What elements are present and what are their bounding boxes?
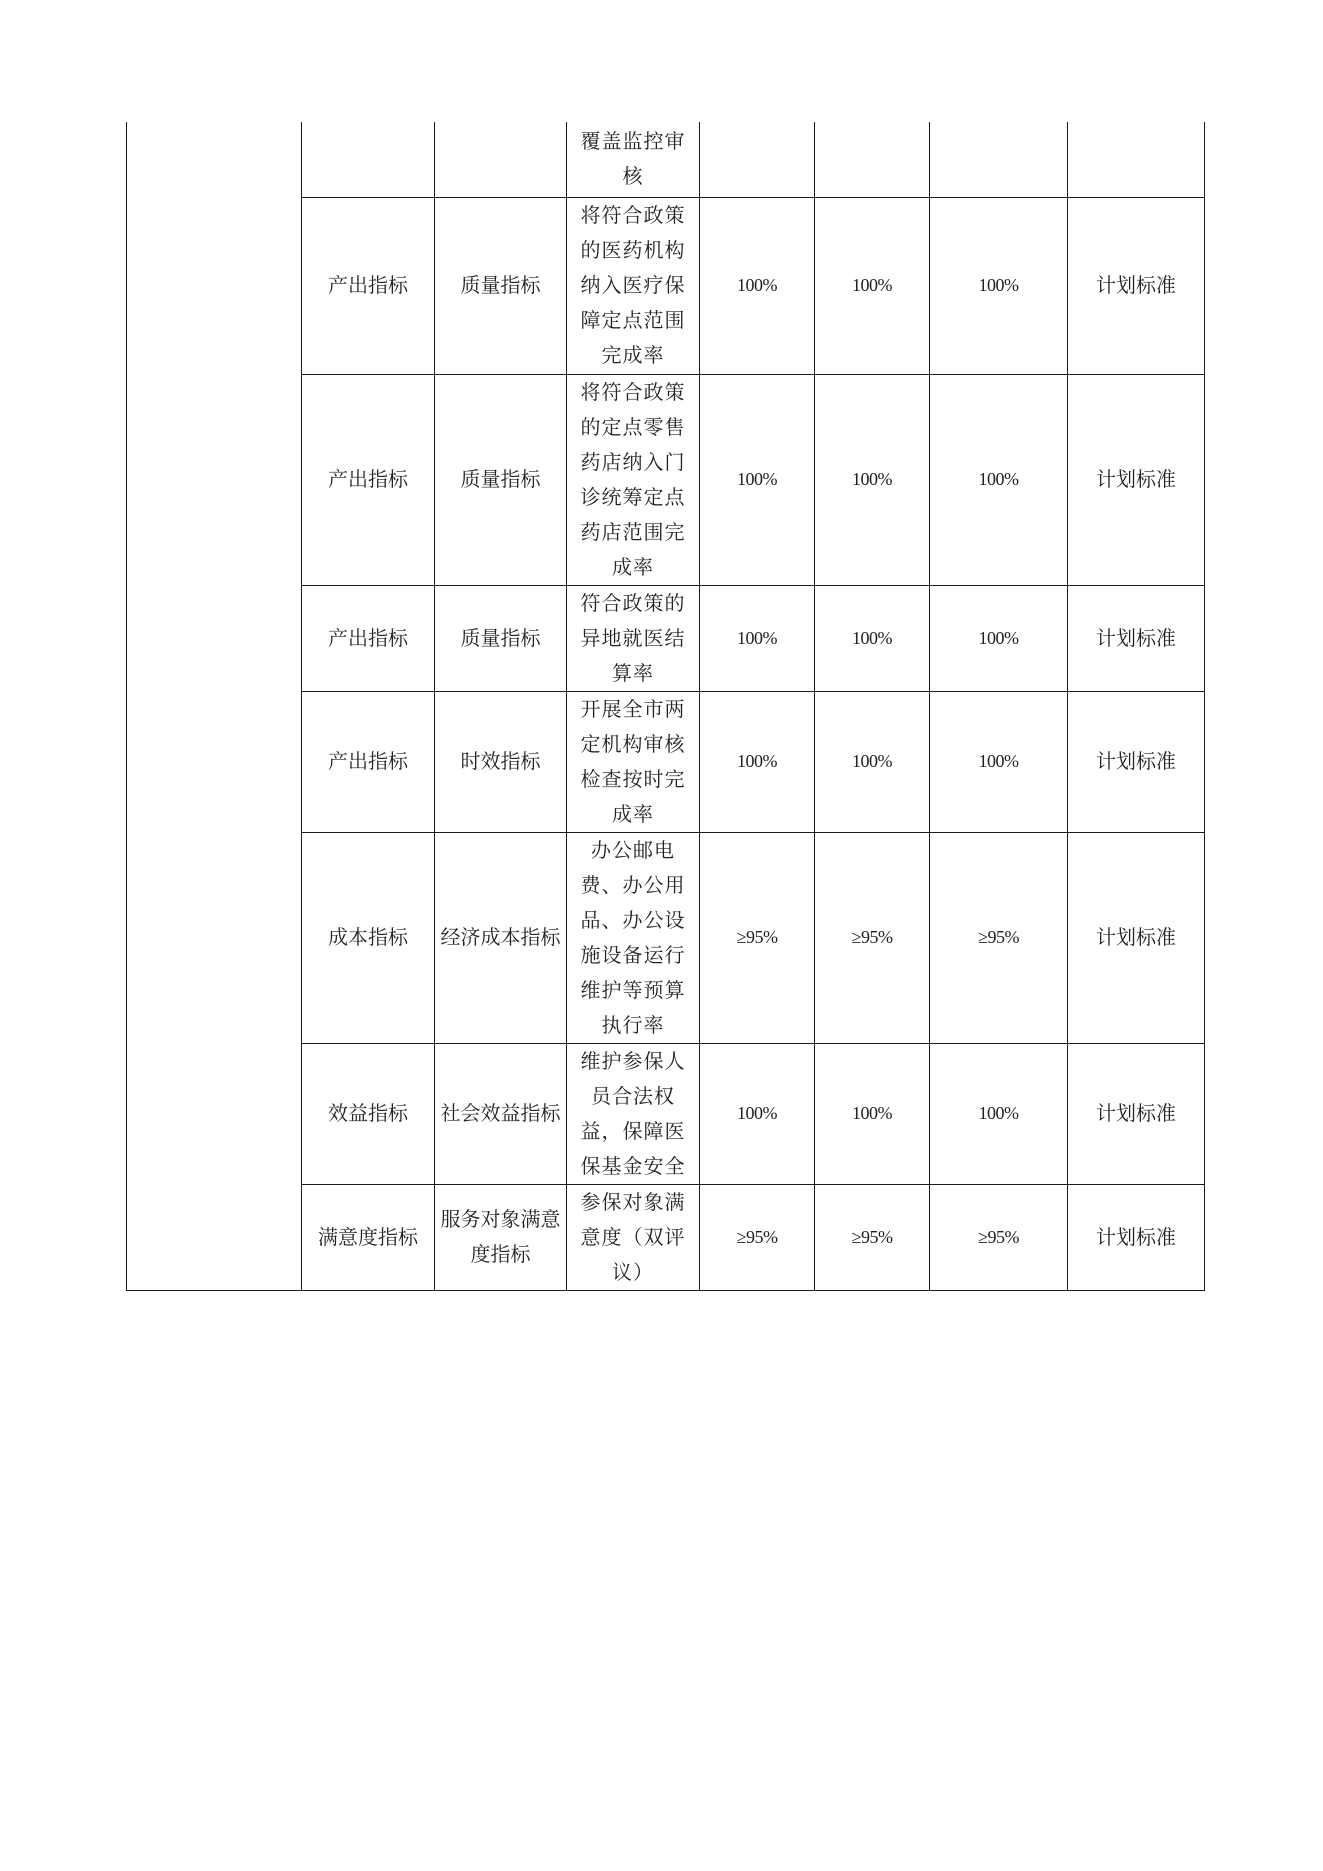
- value-cell-2: 100%: [815, 1043, 930, 1184]
- value-cell-2: ≥95%: [815, 1184, 930, 1290]
- secondary-indicator-cell: 质量指标: [435, 585, 567, 691]
- indicator-description-cell: 将符合政策的医药机构纳入医疗保障定点范围完成率: [567, 197, 700, 374]
- value-cell-1: 100%: [700, 691, 815, 832]
- value-cell-2: ≥95%: [815, 832, 930, 1043]
- performance-indicator-table: [126, 122, 1205, 1291]
- secondary-indicator-cell: 社会效益指标: [435, 1043, 567, 1184]
- secondary-indicator-cell: 质量指标: [435, 197, 567, 374]
- standard-cell: 计划标准: [1068, 374, 1205, 585]
- value-cell-3: ≥95%: [930, 1184, 1068, 1290]
- value-cell-3: 100%: [930, 374, 1068, 585]
- indicator-description-cell: 将符合政策的定点零售药店纳入门诊统筹定点药店范围完成率: [567, 374, 700, 585]
- value-cell-3: ≥95%: [930, 832, 1068, 1043]
- primary-indicator-cell: 产出指标: [302, 197, 435, 374]
- indicator-description-cell: 办公邮电费、办公用品、办公设施设备运行维护等预算执行率: [567, 832, 700, 1043]
- merged-left-cell: [127, 122, 302, 1290]
- standard-cell: 计划标准: [1068, 1043, 1205, 1184]
- primary-indicator-cell: 成本指标: [302, 832, 435, 1043]
- secondary-indicator-cell: [435, 122, 567, 197]
- value-cell-3: 100%: [930, 1043, 1068, 1184]
- value-cell-1: ≥95%: [700, 832, 815, 1043]
- primary-indicator-cell: 产出指标: [302, 585, 435, 691]
- primary-indicator-cell: 效益指标: [302, 1043, 435, 1184]
- primary-indicator-cell: [302, 122, 435, 197]
- standard-cell: [1068, 122, 1205, 197]
- value-cell-1: [700, 122, 815, 197]
- value-cell-1: ≥95%: [700, 1184, 815, 1290]
- indicator-description-cell: 符合政策的异地就医结算率: [567, 585, 700, 691]
- primary-indicator-cell: 产出指标: [302, 691, 435, 832]
- value-cell-1: 100%: [700, 197, 815, 374]
- value-cell-1: 100%: [700, 1043, 815, 1184]
- secondary-indicator-cell: 经济成本指标: [435, 832, 567, 1043]
- standard-cell: 计划标准: [1068, 197, 1205, 374]
- primary-indicator-cell: 产出指标: [302, 374, 435, 585]
- secondary-indicator-cell: 质量指标: [435, 374, 567, 585]
- indicator-description-cell: 维护参保人员合法权益，保障医保基金安全: [567, 1043, 700, 1184]
- secondary-indicator-cell: 时效指标: [435, 691, 567, 832]
- standard-cell: 计划标准: [1068, 1184, 1205, 1290]
- indicator-description-cell: 参保对象满意度（双评议）: [567, 1184, 700, 1290]
- secondary-indicator-cell: 服务对象满意度指标: [435, 1184, 567, 1290]
- standard-cell: 计划标准: [1068, 691, 1205, 832]
- value-cell-1: 100%: [700, 374, 815, 585]
- indicator-description-cell: 覆盖监控审核: [567, 122, 700, 197]
- primary-indicator-cell: 满意度指标: [302, 1184, 435, 1290]
- indicator-description-cell: 开展全市两定机构审核检查按时完成率: [567, 691, 700, 832]
- value-cell-1: 100%: [700, 585, 815, 691]
- value-cell-3: 100%: [930, 585, 1068, 691]
- value-cell-2: 100%: [815, 197, 930, 374]
- value-cell-3: 100%: [930, 197, 1068, 374]
- value-cell-3: 100%: [930, 691, 1068, 832]
- value-cell-3: [930, 122, 1068, 197]
- table-row: [127, 122, 1205, 197]
- standard-cell: 计划标准: [1068, 832, 1205, 1043]
- value-cell-2: [815, 122, 930, 197]
- value-cell-2: 100%: [815, 585, 930, 691]
- value-cell-2: 100%: [815, 691, 930, 832]
- standard-cell: 计划标准: [1068, 585, 1205, 691]
- value-cell-2: 100%: [815, 374, 930, 585]
